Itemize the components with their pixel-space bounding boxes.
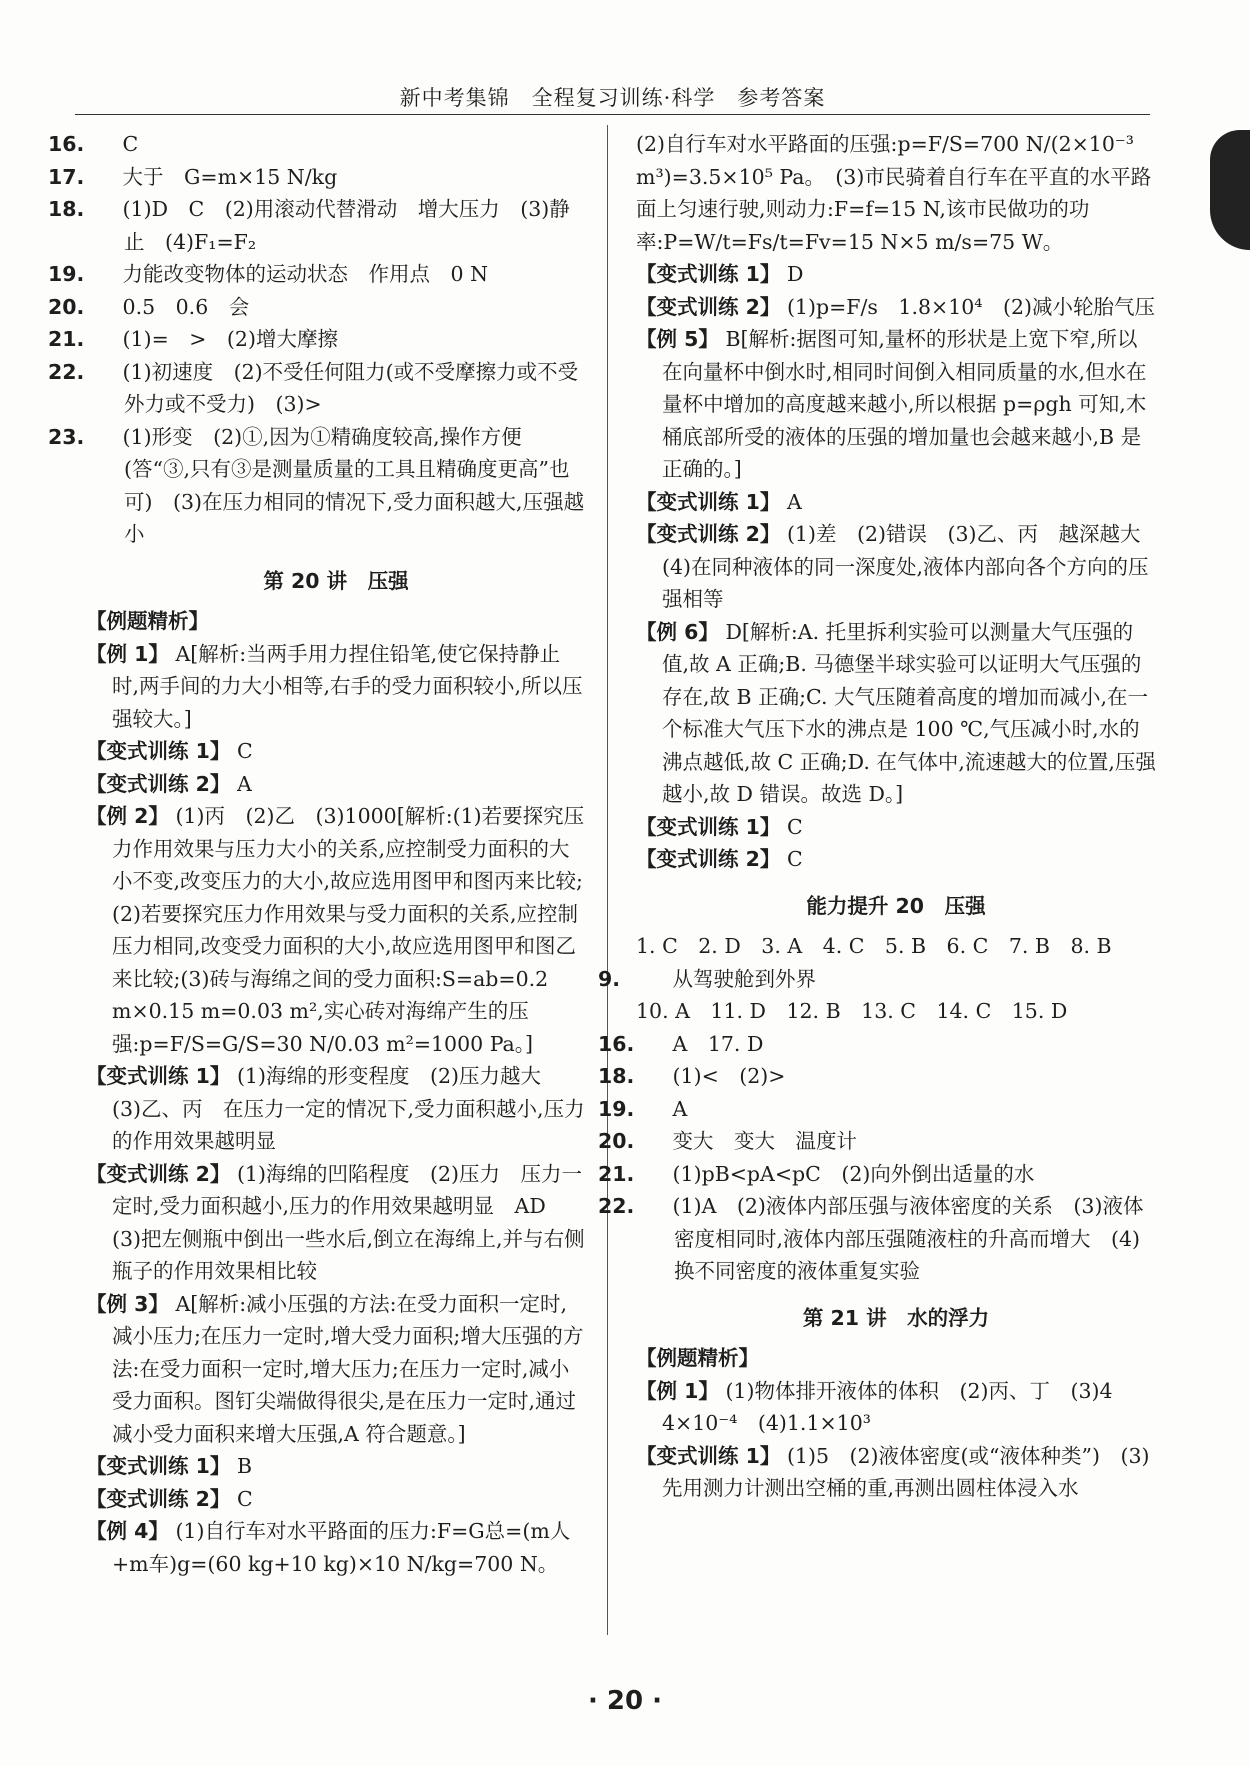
section-title: 能力提升 20 压强 <box>806 893 986 918</box>
item-text: 力能改变物体的运动状态 作用点 0 N <box>122 262 489 286</box>
page-number: · 20 · <box>587 1686 663 1716</box>
example-label: 【例 5】 <box>636 327 719 351</box>
item-number: 23. <box>48 424 85 449</box>
example-text: C <box>786 847 803 871</box>
example-answer <box>636 1440 1156 1505</box>
answer-item <box>598 1093 1156 1126</box>
example-answer <box>636 1375 1156 1440</box>
example-text: B[解析:据图可知,量杯的形状是上宽下窄,所以在向量杯中倒水时,相同时间倒入相同质量的水,但水在量杯中增加的高度越来越小,所以根据 p=ρgh 可知,木桶底部所受的液体的压强的增加量也会越来越小,B 是正确的。] <box>662 327 1147 481</box>
right-column <box>598 128 1162 1505</box>
example-label: 【变式训练 1】 <box>636 489 781 514</box>
answer-item <box>48 323 586 356</box>
example-answer <box>86 1158 586 1288</box>
example-answer <box>86 735 586 768</box>
item-text: (1)< (2)> <box>672 1064 786 1088</box>
example-label: 【变式训练 1】 <box>636 1443 781 1468</box>
paragraph: (2)自行车对水平路面的压强:p=F/S=700 N/(2×10⁻³ m³)=3.5×10⁵ Pa。 (3)市民骑着自行车在平直的水平路面上匀速行驶,则动力:F=f=15 N,该市民做功的功率:P=W/t=Fs/t=Fv=15 N×5 m/s=75 W。 <box>636 132 1152 254</box>
example-answer <box>86 1060 586 1158</box>
item-text: C <box>122 132 139 156</box>
example-answer <box>86 800 586 1060</box>
example-answer <box>86 768 586 801</box>
section-subheading: 【例题精析】 <box>86 609 209 633</box>
example-text: (1)自行车对水平路面的压力:F=G总=(m人+m车)g=(60 kg+10 kg)×10 N/kg=700 N。 <box>112 1519 571 1576</box>
answer-item <box>48 128 586 161</box>
example-text: A[解析:减小压强的方法:在受力面积一定时,减小压力;在压力一定时,增大受力面积;增大压强的方法:在受力面积一定时,增大压力;在压力一定时,减小受力面积。图钉尖端做得很尖,是在压力一定时,通过减小受力面积来增大压强,A 符合题意。] <box>112 1291 584 1446</box>
answer-item <box>598 1158 1156 1191</box>
item-text: (1)形变 (2)①,因为①精确度较高,操作方便(答“③,只有③是测量质量的工具且精确度更高”也可) (3)在压力相同的情况下,受力面积越大,压强越小 <box>122 424 585 546</box>
answer-item <box>598 1190 1156 1288</box>
example-answer <box>636 323 1156 486</box>
item-number: 17. <box>48 164 85 189</box>
answer-item <box>48 291 586 324</box>
example-label: 【例 2】 <box>86 804 169 828</box>
example-text: D <box>786 262 804 286</box>
item-number: 18. <box>48 197 85 221</box>
item-number: 16. <box>598 1031 635 1056</box>
example-label: 【变式训练 2】 <box>636 847 781 871</box>
answer-item <box>48 356 586 421</box>
example-answer <box>636 616 1156 811</box>
example-text: (1)海绵的形变程度 (2)压力越大 (3)乙、丙 在压力一定的情况下,受力面积越小,压力的作用效果越明显 <box>112 1064 585 1153</box>
example-label: 【变式训练 2】 <box>636 294 781 319</box>
example-text: C <box>786 814 803 839</box>
example-label: 【变式训练 2】 <box>86 771 231 796</box>
example-answer <box>636 518 1162 616</box>
section-title: 第 20 讲 压强 <box>263 568 409 593</box>
answer-item <box>48 421 586 551</box>
answer-item <box>48 193 586 258</box>
item-text: 0.5 0.6 会 <box>122 294 250 319</box>
column-divider <box>607 125 608 1635</box>
item-number: 18. <box>598 1064 635 1088</box>
example-text: D[解析:A. 托里拆利实验可以测量大气压强的值,故 A 正确;B. 马德堡半球实验可以证明大气压强的存在,故 B 正确;C. 大气压随着高度的增加而减小,在一个标准大气压下水的沸点是 100 ℃,气压减小时,水的沸点越低,故 C 正确;D. 在气体中,流速越大的位置,压强越小,故 D 错误。故选 D。] <box>662 619 1156 806</box>
example-answer <box>86 638 586 736</box>
item-text: A <box>672 1096 688 1121</box>
example-label: 【例 6】 <box>636 619 719 644</box>
example-label: 【例 1】 <box>636 1378 719 1403</box>
example-answer <box>636 291 1156 324</box>
left-column <box>48 128 586 1580</box>
item-text: (1)D C (2)用滚动代替滑动 增大压力 (3)静止 (4)F₁=F₂ <box>122 197 570 254</box>
example-text: C <box>236 739 253 763</box>
example-label: 【例 3】 <box>86 1291 169 1316</box>
section-subheading: 【例题精析】 <box>636 1346 759 1370</box>
example-label: 【变式训练 1】 <box>86 1454 231 1478</box>
example-answer <box>86 1483 586 1516</box>
header-rule <box>75 114 1150 115</box>
example-label: 【例 1】 <box>86 641 169 666</box>
answer-item <box>48 161 586 194</box>
item-text: (1)= > (2)增大摩擦 <box>122 327 338 351</box>
example-text: B <box>236 1454 253 1478</box>
example-answer <box>636 258 1156 291</box>
item-number: 19. <box>48 262 85 286</box>
answer-item <box>598 963 1156 996</box>
answer-item <box>48 258 586 291</box>
example-answer <box>636 486 1156 519</box>
item-number: 20. <box>598 1129 635 1153</box>
example-text: A <box>236 771 252 796</box>
answer-row: 1. C 2. D 3. A 4. C 5. B 6. C 7. B 8. B <box>636 934 1112 958</box>
example-text: C <box>236 1486 253 1511</box>
page-number-value: 20 <box>606 1686 644 1716</box>
answer-item <box>598 1028 1156 1061</box>
example-answer <box>86 1515 586 1580</box>
item-number: 21. <box>48 327 85 351</box>
example-label: 【变式训练 1】 <box>86 1064 231 1088</box>
example-answer <box>86 1450 586 1483</box>
item-text: (1)A (2)液体内部压强与液体密度的关系 (3)液体密度相同时,液体内部压强随液柱的升高而增大 (4)换不同密度的液体重复实验 <box>672 1194 1144 1283</box>
example-label: 【变式训练 1】 <box>86 739 231 763</box>
example-label: 【变式训练 1】 <box>636 262 781 286</box>
example-text: A[解析:当两手用力捏住铅笔,使它保持静止时,两手间的力大小相等,右手的受力面积较小,所以压强较大。] <box>112 641 583 731</box>
example-label: 【变式训练 2】 <box>636 522 781 546</box>
example-text: (1)丙 (2)乙 (3)1000[解析:(1)若要探究压力作用效果与压力大小的关系,应控制受力面积的大小不变,改变压力的大小,故应选用图甲和图丙来比较;(2)若要探究压力作用效果与受力面积的关系,应控制压力相同,改变受力面积的大小,故应选用图甲和图乙来比较;(3)砖与海绵之间的受力面积:S=ab=0.2 m×0.15 m=0.03 m²,实心砖对海绵产生的压强:p=F/S=G/S=30 N/0.03 m²=1000 Pa。] <box>112 804 585 1056</box>
example-text: (1)5 (2)液体密度(或“液体种类”) (3)先用测力计测出空桶的重,再测出圆柱体浸入水 <box>662 1443 1150 1500</box>
example-label: 【变式训练 2】 <box>86 1161 231 1186</box>
example-text: (1)物体排开液体的体积 (2)丙、丁 (3)4 4×10⁻⁴ (4)1.1×10³ <box>662 1378 1134 1435</box>
example-label: 【例 4】 <box>86 1519 169 1543</box>
item-number: 16. <box>48 132 85 156</box>
item-text: (1)pB<pA<pC (2)向外倒出适量的水 <box>672 1161 1035 1186</box>
item-number: 20. <box>48 294 85 319</box>
item-number: 22. <box>598 1194 635 1218</box>
example-answer <box>86 1288 586 1451</box>
running-header: 新中考集锦 全程复习训练·科学 参考答案 <box>399 86 826 110</box>
example-label: 【变式训练 1】 <box>636 814 781 839</box>
item-number: 21. <box>598 1161 635 1186</box>
answer-row: 10. A 11. D 12. B 13. C 14. C 15. D <box>636 999 1068 1023</box>
example-text: (1)p=F/s 1.8×10⁴ (2)减小轮胎气压 <box>786 294 1156 319</box>
answer-item <box>598 1060 1156 1093</box>
section-title: 第 21 讲 水的浮力 <box>802 1305 990 1330</box>
answer-item <box>598 1125 1156 1158</box>
page-edge-mark <box>1210 130 1250 250</box>
item-text: 大于 G=m×15 N/kg <box>122 164 338 189</box>
item-text: (1)初速度 (2)不受任何阻力(或不受摩擦力或不受外力或不受力) (3)> <box>122 359 579 416</box>
item-text: 变大 变大 温度计 <box>672 1129 858 1153</box>
item-text: A 17. D <box>672 1031 764 1056</box>
example-answer <box>636 843 1156 876</box>
example-answer <box>636 811 1156 844</box>
example-text: A <box>786 489 802 514</box>
example-text: (1)差 (2)错误 (3)乙、丙 越深越大 (4)在同种液体的同一深度处,液体内部向各个方向的压强相等 <box>662 522 1162 611</box>
item-text: 从驾驶舱到外界 <box>672 966 817 991</box>
item-number: 22. <box>48 359 85 384</box>
item-number: 9. <box>598 966 621 991</box>
item-number: 19. <box>598 1096 635 1121</box>
example-label: 【变式训练 2】 <box>86 1486 231 1511</box>
example-text: (1)海绵的凹陷程度 (2)压力 压力一定时,受力面积越小,压力的作用效果越明显 AD (3)把左侧瓶中倒出一些水后,倒立在海绵上,并与右侧瓶子的作用效果相比较 <box>112 1161 585 1283</box>
